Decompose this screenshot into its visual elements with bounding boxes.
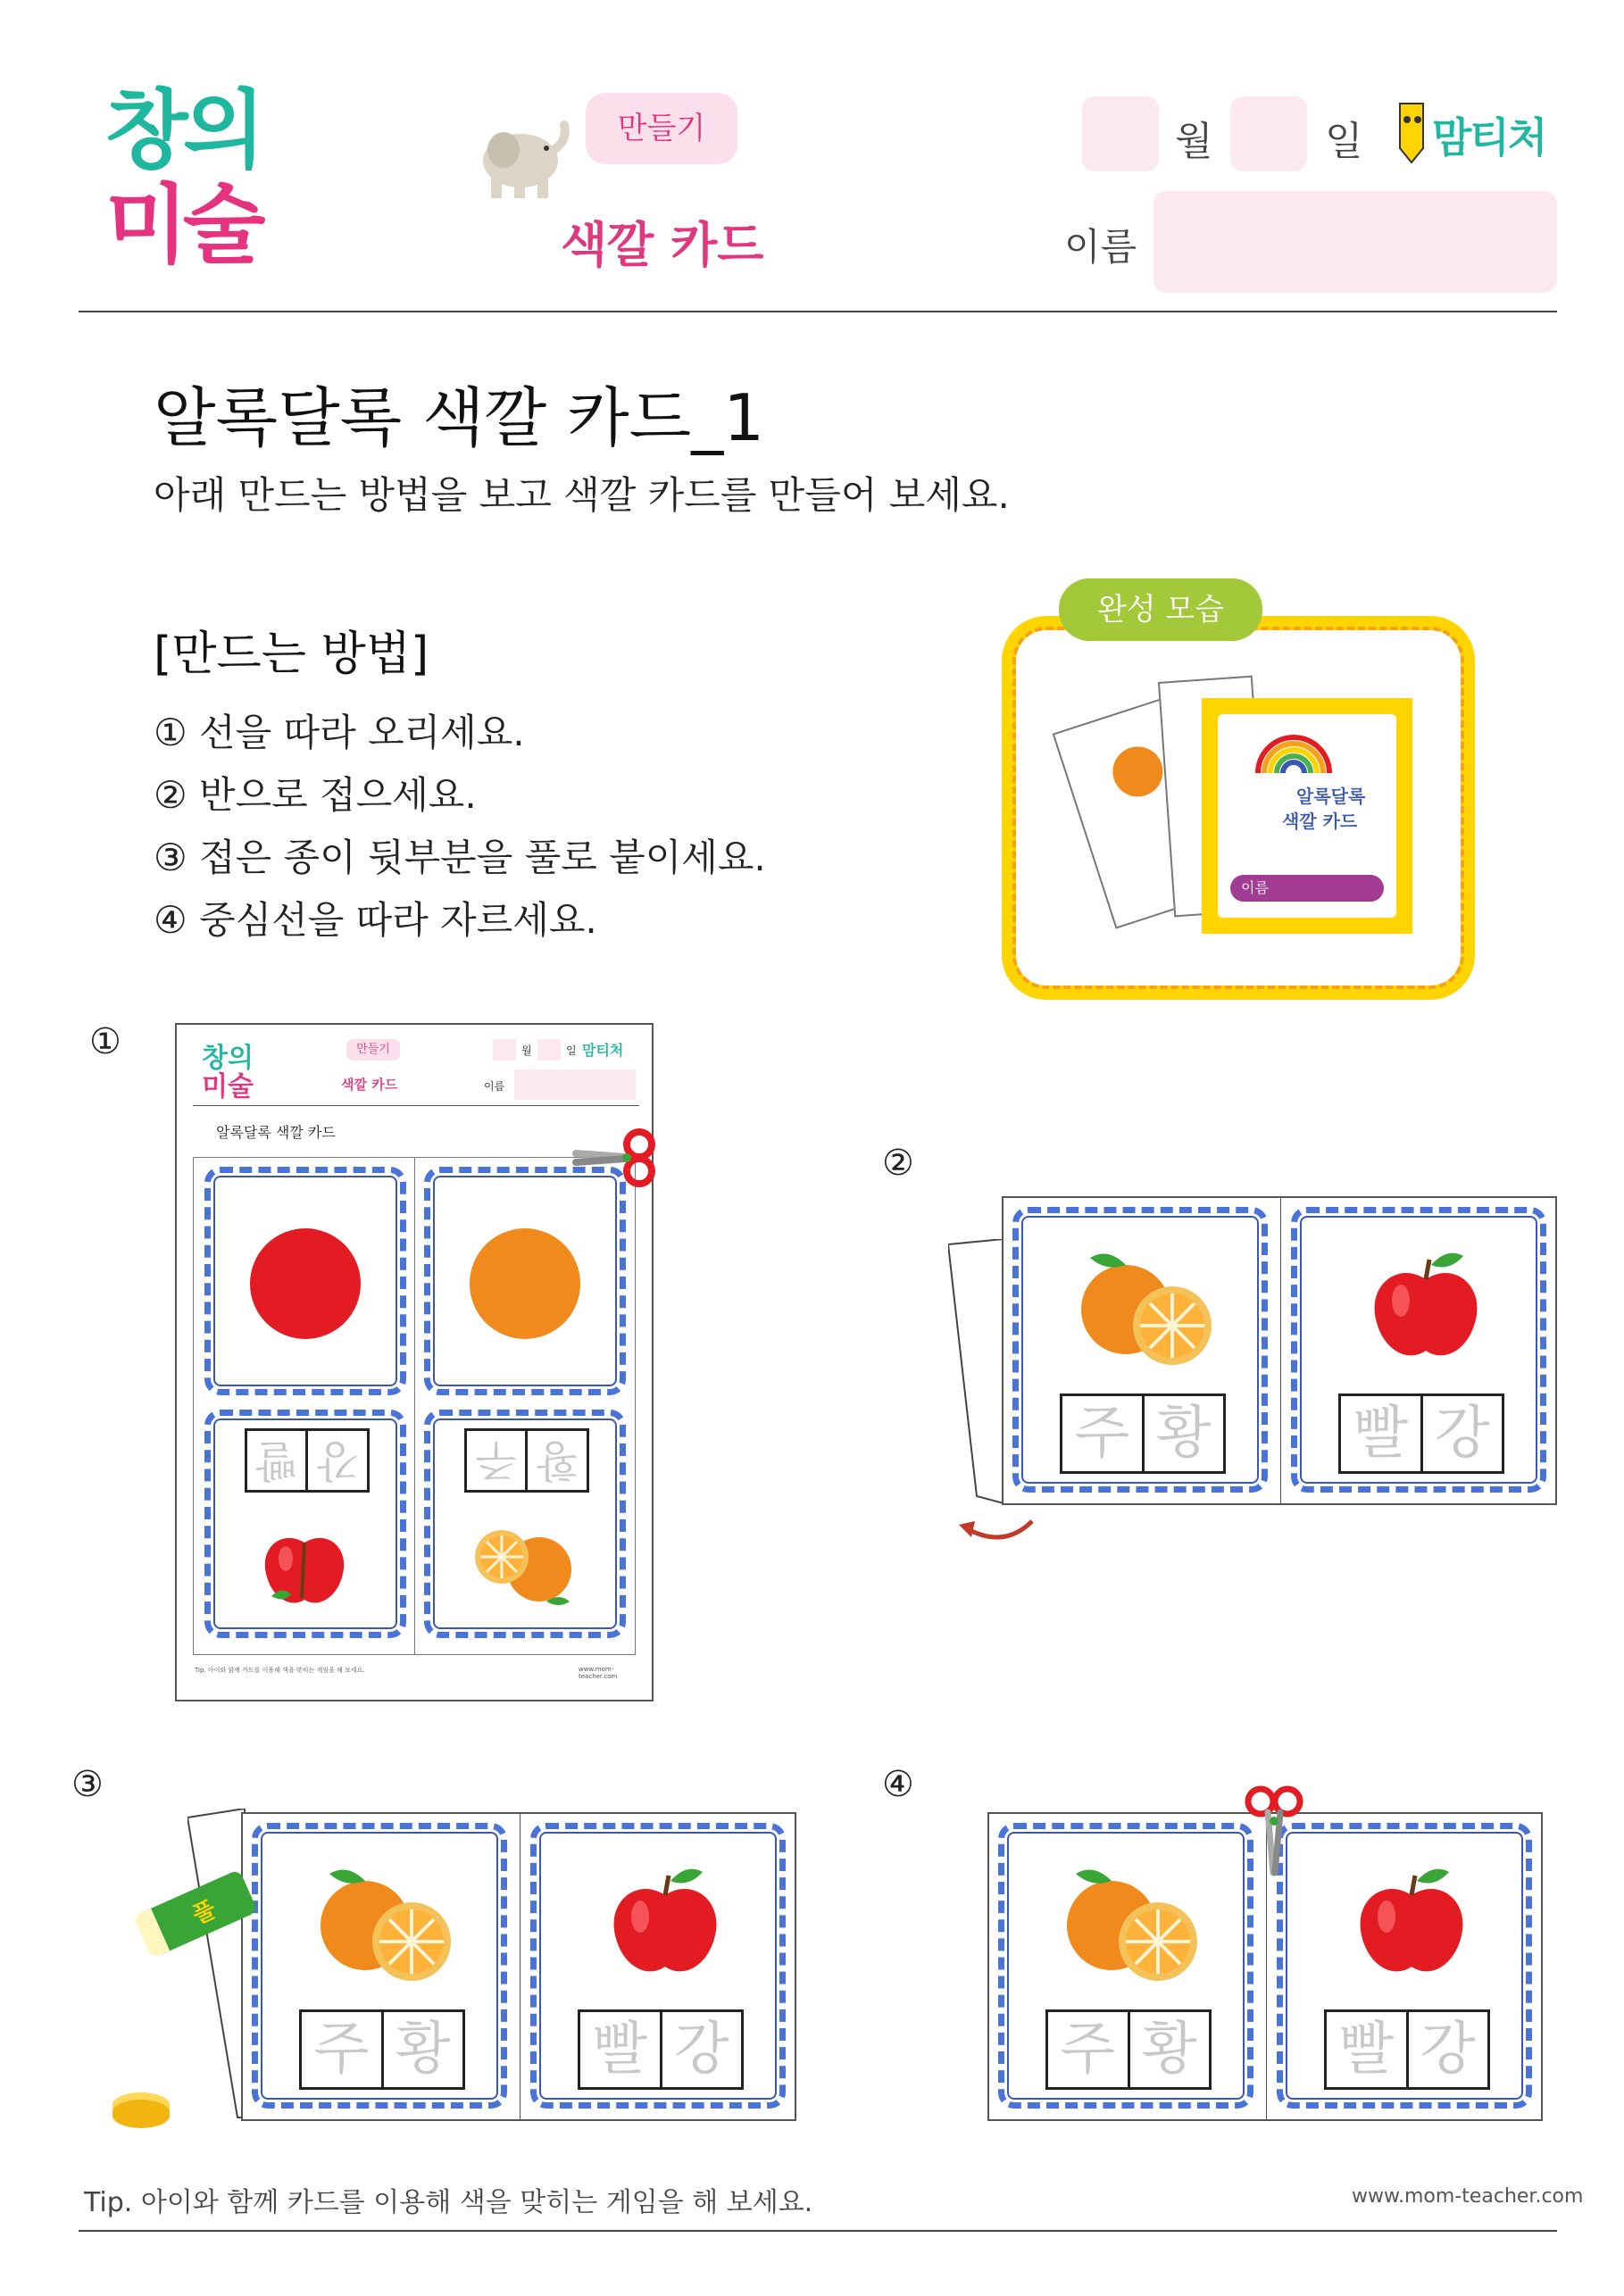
mini-card-red bbox=[204, 1167, 406, 1395]
figure2-sheet bbox=[1002, 1196, 1557, 1505]
fold-arrow-icon bbox=[952, 1509, 1041, 1553]
mini-card-orange bbox=[424, 1167, 626, 1395]
word-grid-orange bbox=[1060, 1393, 1226, 1474]
word-char: 빨 bbox=[580, 2012, 662, 2087]
mini-card-apple bbox=[204, 1410, 406, 1638]
mini-brand: 맘티처 bbox=[582, 1042, 624, 1059]
month-field[interactable] bbox=[1082, 96, 1159, 171]
apple-icon bbox=[255, 1516, 354, 1614]
brand-name: 맘티처 bbox=[1432, 113, 1546, 162]
mini-subtitle: 색깔 카드 bbox=[341, 1077, 398, 1093]
name-field[interactable] bbox=[1153, 191, 1557, 293]
card-orange bbox=[1012, 1207, 1268, 1493]
pencil-mascot-icon bbox=[1391, 95, 1432, 164]
card-apple bbox=[1277, 1823, 1532, 2109]
day-field[interactable] bbox=[1230, 96, 1307, 171]
word-grid-apple bbox=[1324, 2009, 1490, 2090]
center-line bbox=[520, 1814, 521, 2121]
word-char: 강 bbox=[1420, 2017, 1476, 2083]
preview-name-tag bbox=[1230, 875, 1384, 902]
mini-logo-bottom: 미술 bbox=[202, 1071, 254, 1102]
mini-center-line bbox=[414, 1158, 415, 1654]
day-label: 일 bbox=[1325, 119, 1363, 164]
scissors-icon bbox=[571, 1127, 661, 1189]
red-circle bbox=[250, 1228, 361, 1339]
card-apple bbox=[1291, 1207, 1546, 1493]
word-grid-apple bbox=[1338, 1393, 1504, 1474]
glue-label: 풀 bbox=[188, 1896, 221, 1930]
center-line bbox=[1280, 1198, 1281, 1505]
word-char: 강 bbox=[1434, 1401, 1490, 1467]
step-4: ④ 중심선을 따라 자르세요. bbox=[154, 898, 597, 942]
preview-card-title-2: 색깔 카드 bbox=[1282, 811, 1358, 832]
word-grid-orange bbox=[1045, 2009, 1212, 2090]
orange-fruit-icon bbox=[1058, 1863, 1210, 1988]
step-1: ① 선을 따라 오리세요. bbox=[154, 711, 525, 754]
mini-name-label: 이름 bbox=[484, 1080, 505, 1093]
card-orange bbox=[252, 1823, 507, 2109]
orange-circle bbox=[1106, 740, 1170, 803]
mini-card-orange-fruit bbox=[424, 1410, 626, 1638]
preview-card-title-1: 알록달록 bbox=[1296, 786, 1366, 807]
step-2: ② 반으로 접으세요. bbox=[154, 773, 477, 817]
folded-flap bbox=[948, 1239, 1005, 1507]
month-label: 월 bbox=[1175, 119, 1213, 164]
mini-word-grid-orange bbox=[464, 1428, 589, 1493]
apple-icon bbox=[1363, 1244, 1488, 1368]
word-char: 황 bbox=[1155, 1401, 1212, 1467]
name-label: 이름 bbox=[1064, 225, 1137, 269]
mini-word-char: 강 bbox=[306, 1431, 368, 1490]
word-char: 빨 bbox=[1327, 2012, 1409, 2087]
mini-badge: 만들기 bbox=[346, 1039, 400, 1061]
footer-url: www.mom-teacher.com bbox=[1352, 2185, 1584, 2208]
word-char: 강 bbox=[673, 2017, 729, 2083]
step-3: ③ 접은 종이 뒷부분을 풀로 붙이세요. bbox=[154, 836, 766, 879]
step-list bbox=[154, 702, 766, 952]
method-heading: [만드는 방법] bbox=[154, 628, 429, 681]
mini-word-char: 황 bbox=[526, 1431, 587, 1490]
completed-label: 완성 모습 bbox=[1059, 578, 1262, 641]
mini-word-char: 빨 bbox=[255, 1435, 297, 1485]
word-char: 주 bbox=[1048, 2012, 1130, 2087]
orange-circle bbox=[470, 1228, 580, 1339]
figure1-sheet bbox=[175, 1023, 654, 1701]
mini-word-char: 주 bbox=[475, 1435, 517, 1485]
logo-top-text: 창의 bbox=[105, 80, 261, 180]
mini-url: www.mom-teacher.com bbox=[579, 1666, 618, 1680]
mini-month: 월 bbox=[521, 1044, 532, 1057]
mini-divider bbox=[193, 1105, 639, 1106]
glue-cap-icon bbox=[112, 2092, 170, 2128]
page-subtitle: 색깔 카드 bbox=[561, 217, 764, 273]
word-char: 주 bbox=[302, 2012, 384, 2087]
orange-fruit-icon bbox=[312, 1863, 463, 1988]
elephant-icon bbox=[471, 105, 570, 204]
mini-tip: Tip. 아이와 함께 카드를 이용해 색을 맞히는 게임을 해 보세요. bbox=[195, 1667, 365, 1674]
orange-fruit-icon bbox=[1072, 1247, 1224, 1372]
preview-name-tag-text: 이름 bbox=[1241, 879, 1269, 896]
mini-name-field bbox=[514, 1069, 636, 1100]
preview-card-front bbox=[1202, 698, 1412, 934]
figure2-number: ② bbox=[882, 1143, 914, 1184]
apple-icon bbox=[603, 1859, 728, 1984]
main-title: 알록달록 색깔 카드_1 bbox=[154, 380, 764, 455]
mini-title: 알록달록 색깔 카드 bbox=[216, 1124, 336, 1141]
card-apple bbox=[530, 1823, 786, 2109]
word-char: 주 bbox=[1062, 1396, 1145, 1471]
word-char: 황 bbox=[395, 2017, 451, 2083]
scissors-vertical-icon bbox=[1243, 1782, 1305, 1876]
word-char: 빨 bbox=[1341, 1396, 1423, 1471]
footer-tip: Tip. 아이와 함께 카드를 이용해 색을 맞히는 게임을 해 보세요. bbox=[84, 2187, 813, 2218]
word-grid-apple bbox=[578, 2009, 744, 2090]
figure1-number: ① bbox=[89, 1021, 121, 1062]
mini-month-field bbox=[493, 1039, 516, 1061]
instruction-text: 아래 만드는 방법을 보고 색깔 카드를 만들어 보세요. bbox=[154, 473, 1010, 517]
logo bbox=[105, 80, 275, 293]
apple-icon bbox=[1349, 1859, 1474, 1984]
word-char: 황 bbox=[1141, 2017, 1197, 2083]
orange-fruit-icon bbox=[466, 1516, 582, 1614]
category-badge: 만들기 bbox=[586, 93, 737, 164]
card-orange bbox=[998, 1823, 1253, 2109]
header-divider bbox=[79, 311, 1557, 312]
back-flap bbox=[187, 1809, 246, 2121]
mini-card-area bbox=[193, 1157, 636, 1655]
word-grid-orange bbox=[299, 2009, 465, 2090]
logo-bottom-text: 미술 bbox=[105, 175, 261, 275]
mini-logo-top: 창의 bbox=[202, 1043, 254, 1074]
mini-word-grid-red bbox=[245, 1428, 370, 1493]
mini-day: 일 bbox=[566, 1044, 577, 1057]
footer-divider bbox=[79, 2230, 1557, 2232]
rainbow-icon bbox=[1253, 730, 1334, 775]
figure3-sheet bbox=[241, 1812, 796, 2121]
mini-day-field bbox=[537, 1039, 561, 1061]
figure4-number: ④ bbox=[882, 1764, 914, 1805]
figure3-number: ③ bbox=[71, 1764, 104, 1805]
